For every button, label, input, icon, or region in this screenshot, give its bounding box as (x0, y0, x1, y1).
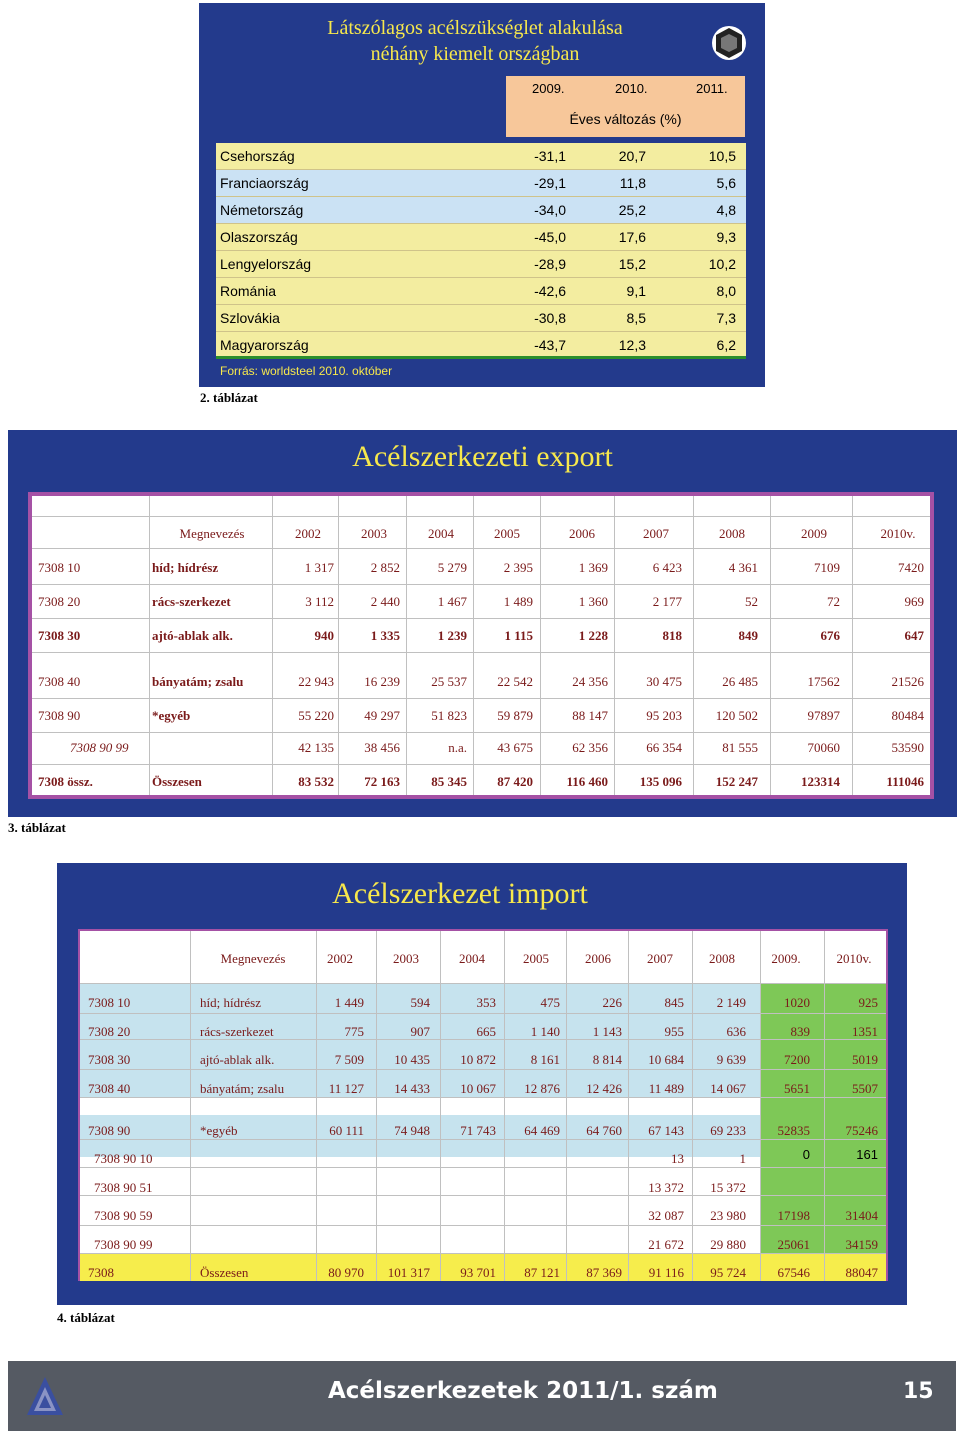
table4-value: 5651 (784, 1081, 810, 1096)
table4-code: 7308 90 99 (94, 1237, 153, 1252)
table3-col-divider (693, 496, 694, 795)
table4-value: 69 233 (710, 1123, 746, 1138)
table3-value: 72 (827, 594, 840, 609)
table3-code: 7308 20 (38, 594, 81, 609)
table4-value: 636 (726, 1024, 746, 1039)
table3-value: 43 675 (497, 740, 533, 755)
table3-value: 1 317 (304, 560, 334, 575)
table3-value: 116 460 (566, 774, 608, 789)
table3-row-divider (32, 516, 930, 517)
table4-value: 13 372 (648, 1180, 684, 1195)
table4-header-cell: 2005 (523, 951, 549, 966)
table3-value: 81 555 (722, 740, 758, 755)
table4-code: 7308 40 (88, 1081, 131, 1096)
table3-value: 3 112 (305, 594, 334, 609)
table3-value: 25 537 (431, 674, 467, 689)
table3-value: 52 (745, 594, 758, 609)
table4-value: 29 880 (710, 1237, 746, 1252)
table4-value: 845 (664, 995, 684, 1010)
table4-header-cell: 2009. (771, 951, 801, 966)
table4-value: 91 116 (648, 1265, 684, 1280)
table4-value: 8 161 (530, 1052, 560, 1067)
table3-value: 135 096 (639, 774, 682, 789)
table3-value: 17562 (807, 674, 840, 689)
change-value: -43,7 (534, 337, 566, 353)
table3-value: 87 420 (497, 774, 533, 789)
table3-caption: 3. táblázat (8, 820, 66, 835)
table3-value: 22 542 (497, 674, 533, 689)
table3-value: 38 456 (364, 740, 400, 755)
table4-header-cell: 2007 (647, 951, 673, 966)
table3-name: ajtó-ablak alk. (152, 628, 233, 643)
table2-title-line1: Látszólagos acélszükséglet alakulása (327, 17, 623, 39)
table4-value: 955 (664, 1024, 684, 1039)
table4-value: 1 143 (592, 1024, 622, 1039)
table4-row-divider (80, 1167, 886, 1168)
country-name: Franciaország (220, 175, 309, 191)
table2-row (216, 278, 746, 305)
change-value: 10,5 (708, 148, 736, 164)
table4-value: 67 143 (648, 1123, 684, 1138)
change-value: -31,1 (534, 148, 566, 164)
table3-value: 1 115 (504, 628, 533, 643)
change-value: 4,8 (716, 202, 736, 218)
table3-value: 83 532 (298, 774, 334, 789)
table4-header-cell: 2004 (459, 951, 485, 966)
table3-col-divider (540, 496, 541, 795)
table3-value: 53590 (891, 740, 924, 755)
table3-header-cell: 2002 (295, 526, 321, 541)
table4-value: 2 149 (716, 995, 746, 1010)
table4-value: 80 970 (328, 1265, 364, 1280)
table3-row-divider (32, 548, 930, 549)
table3-value: 85 345 (431, 774, 467, 789)
table3-value: 849 (738, 628, 758, 643)
table2-caption: 2. táblázat (200, 390, 258, 405)
table4-value: 31404 (845, 1208, 878, 1223)
change-value: 20,7 (618, 148, 646, 164)
table3-value: n.a. (448, 740, 467, 755)
table2-header (506, 76, 745, 137)
table4-code: 7308 90 51 (94, 1180, 153, 1195)
table4-row-divider (80, 1097, 886, 1098)
table4-value: 25061 (777, 1237, 810, 1252)
table3-value: 88 147 (572, 708, 608, 723)
table3-value: 1 228 (578, 628, 608, 643)
table3-header-cell: 2009 (801, 526, 827, 541)
table4-value: 10 872 (460, 1052, 496, 1067)
table3-value: 818 (662, 628, 682, 643)
country-name: Lengyelország (220, 256, 312, 272)
table4-value: 1351 (852, 1024, 878, 1039)
table3-row-divider (32, 764, 930, 765)
page-footer (8, 1361, 956, 1431)
table4-value: 34159 (845, 1237, 878, 1252)
table4-value: 15 372 (710, 1180, 746, 1195)
table3-code: 7308 40 (38, 674, 81, 689)
table4-row-divider (80, 1195, 886, 1196)
table3-col-divider (149, 496, 150, 795)
table4-row-divider (80, 1253, 886, 1254)
table3-value: 22 943 (298, 674, 334, 689)
table4-value: 0 (802, 1147, 810, 1162)
table3-code: 7308 90 99 (70, 740, 129, 755)
table4-code: 7308 90 59 (94, 1208, 153, 1223)
table3-value: 1 360 (578, 594, 608, 609)
table3-value: 7109 (814, 560, 840, 575)
table2-body (216, 143, 746, 359)
country-name: Csehország (220, 148, 295, 164)
table4-header-cell: 2008 (709, 951, 735, 966)
table4-value: 925 (858, 995, 878, 1010)
change-value: -42,6 (534, 283, 566, 299)
change-value: 7,3 (716, 310, 736, 326)
table4-value: 594 (410, 995, 430, 1010)
table3-value: 969 (904, 594, 924, 609)
table3-value: 2 395 (503, 560, 533, 575)
table3-value: 16 239 (364, 674, 400, 689)
change-value: 8,5 (626, 310, 646, 326)
table2-row (216, 170, 746, 197)
table4-value: 75246 (845, 1123, 878, 1138)
table2-panel (199, 3, 765, 387)
table4-value: 23 980 (710, 1208, 746, 1223)
table3-value: 70060 (807, 740, 840, 755)
table4-value: 8 814 (592, 1052, 622, 1067)
table3-value: 1 335 (370, 628, 400, 643)
table4-value: 5019 (852, 1052, 878, 1067)
table2-row (216, 305, 746, 332)
table3-col-divider (852, 496, 853, 795)
table3-name: híd; hídrész (152, 560, 219, 575)
table2-change-label: Éves változás (%) (569, 111, 682, 127)
table2-source: Forrás: worldsteel 2010. október (220, 364, 393, 378)
table4-value: 1 140 (530, 1024, 560, 1039)
table3-name: rács-szerkezet (152, 594, 231, 609)
table3-row-divider (32, 618, 930, 619)
table3-value: 676 (820, 628, 840, 643)
table4-value: 64 760 (586, 1123, 622, 1138)
table3-code: 7308 10 (38, 560, 81, 575)
table4-value: 88047 (845, 1265, 878, 1280)
table4-value: 7 509 (334, 1052, 364, 1067)
table3-value: 42 135 (298, 740, 334, 755)
table3-value: 26 485 (722, 674, 758, 689)
table2-year-2011: 2011. (696, 81, 728, 96)
table4-value: 226 (602, 995, 622, 1010)
table2-row (216, 332, 746, 359)
table3-row-divider (32, 652, 930, 653)
table4-value: 17198 (777, 1208, 810, 1223)
table4-grid (78, 929, 888, 1281)
table3-value: 6 423 (652, 560, 682, 575)
table4-value: 12 426 (586, 1081, 622, 1096)
table4-row-divider (80, 1069, 886, 1070)
table4-header-cell: 2006 (585, 951, 611, 966)
magazine-logo-icon (25, 1375, 65, 1417)
table4-header-cell: 2010v. (836, 951, 872, 966)
table3-value: 2 177 (652, 594, 682, 609)
table3-header-cell: 2008 (719, 526, 745, 541)
magazine-title: Acélszerkezetek 2011/1. szám (328, 1378, 718, 1404)
table3-col-divider (770, 496, 771, 795)
change-value: 5,6 (716, 175, 736, 191)
table3-header-cell: 2003 (361, 526, 387, 541)
change-value: 6,2 (716, 337, 736, 353)
change-value: -28,9 (534, 256, 566, 272)
table3-header-cell: 2007 (643, 526, 669, 541)
table4-value: 12 876 (524, 1081, 560, 1096)
table3-header-cell: Megnevezés (179, 526, 245, 541)
table3-header-cell: 2004 (428, 526, 454, 541)
table3-value: 72 163 (364, 774, 400, 789)
table4-header-cell: Megnevezés (220, 951, 286, 966)
table3-panel (8, 430, 957, 817)
table2-year-2010: 2010. (615, 81, 648, 96)
change-value: 25,2 (618, 202, 646, 218)
table3-value: 62 356 (572, 740, 608, 755)
table3-value: 152 247 (715, 774, 758, 789)
table4-value: 11 127 (328, 1081, 364, 1096)
table3-value: 66 354 (646, 740, 682, 755)
table4-code: 7308 90 10 (94, 1151, 153, 1166)
country-name: Magyarország (220, 337, 309, 353)
table3-value: 51 823 (431, 708, 467, 723)
table4-value: 13 (671, 1151, 684, 1166)
table4-value: 10 435 (394, 1052, 430, 1067)
table3-value: 120 502 (715, 708, 758, 723)
change-value: -34,0 (534, 202, 566, 218)
table4-code: 7308 20 (88, 1024, 131, 1039)
table4-value: 1 (739, 1151, 746, 1166)
table3-value: 95 203 (646, 708, 682, 723)
change-value: -29,1 (534, 175, 566, 191)
table2-row (216, 143, 746, 170)
country-name: Olaszország (220, 229, 298, 245)
table3-header-cell: 2005 (494, 526, 520, 541)
table3-col-divider (614, 496, 615, 795)
table4-value: 87 121 (524, 1265, 560, 1280)
table2-year-2009: 2009. (532, 81, 565, 96)
table4-name: Összesen (200, 1265, 249, 1280)
table3-value: 59 879 (497, 708, 533, 723)
table4-name: bányatám; zsalu (200, 1081, 285, 1096)
table4-name: rács-szerkezet (200, 1024, 274, 1039)
table4-value: 60 111 (329, 1123, 364, 1138)
table3-row-divider (32, 584, 930, 585)
table3-value: 21526 (891, 674, 924, 689)
table4-value: 74 948 (394, 1123, 430, 1138)
table4-code: 7308 90 (88, 1123, 131, 1138)
change-value: 9,1 (626, 283, 646, 299)
table4-value: 52835 (777, 1123, 810, 1138)
table4-value: 1020 (784, 995, 810, 1010)
table4-name: *egyéb (200, 1123, 238, 1138)
table4-value: 1 449 (334, 995, 364, 1010)
table4-value: 475 (540, 995, 560, 1010)
table3-value: 940 (314, 628, 334, 643)
table3-name: *egyéb (152, 708, 191, 723)
table4-panel (57, 863, 907, 1305)
change-value: 17,6 (618, 229, 646, 245)
table4-value: 67546 (777, 1265, 810, 1280)
table4-row-divider (80, 1139, 886, 1140)
table4-name: híd; hídrész (200, 995, 262, 1010)
table2-row (216, 251, 746, 278)
table4-header-cell: 2003 (393, 951, 419, 966)
change-value: -30,8 (534, 310, 566, 326)
table4-value: 161 (856, 1147, 878, 1162)
table4-value: 839 (790, 1024, 810, 1039)
change-value: 15,2 (618, 256, 646, 272)
table4-name: ajtó-ablak alk. (200, 1052, 275, 1067)
table3-value: 1 369 (578, 560, 608, 575)
change-value: 12,3 (618, 337, 646, 353)
table3-value: 1 467 (437, 594, 467, 609)
table3-value: 80484 (891, 708, 924, 723)
table4-row-divider (80, 1225, 886, 1226)
table4-value: 64 469 (524, 1123, 560, 1138)
table3-value: 97897 (807, 708, 840, 723)
table4-value: 5507 (852, 1081, 878, 1096)
table4-row-divider (80, 983, 886, 984)
table3-header-cell: 2010v. (880, 526, 916, 541)
table4-value: 775 (344, 1024, 364, 1039)
table4-header-cell: 2002 (327, 951, 353, 966)
table3-value: 1 239 (437, 628, 467, 643)
change-value: -45,0 (534, 229, 566, 245)
table3-row-divider (32, 732, 930, 733)
table3-value: 123314 (801, 774, 840, 789)
table2-title-line2: néhány kiemelt országban (370, 43, 580, 65)
table3-value: 2 852 (370, 560, 400, 575)
table4-value: 95 724 (710, 1265, 746, 1280)
table3-value: 4 361 (728, 560, 758, 575)
table3-code: 7308 90 (38, 708, 81, 723)
page-number: 15 (903, 1379, 934, 1404)
table2-title (199, 15, 751, 67)
table3-value: 1 489 (503, 594, 533, 609)
table3-code: 7308 össz. (38, 774, 93, 789)
table4-value: 11 489 (648, 1081, 684, 1096)
table3-grid (28, 492, 934, 799)
table3-value: 55 220 (298, 708, 334, 723)
table4-value: 14 433 (394, 1081, 430, 1096)
country-name: Németország (220, 202, 304, 218)
table4-value: 14 067 (710, 1081, 746, 1096)
table4-caption: 4. táblázat (57, 1310, 115, 1325)
table4-value: 71 743 (460, 1123, 496, 1138)
table3-value: 49 297 (364, 708, 400, 723)
table4-value: 10 684 (648, 1052, 684, 1067)
change-value: 11,8 (619, 175, 646, 191)
table4-row-divider (80, 1013, 886, 1014)
table4-code: 7308 (88, 1265, 114, 1280)
table4-value: 87 369 (586, 1265, 622, 1280)
table4-code: 7308 30 (88, 1052, 131, 1067)
change-value: 9,3 (716, 229, 736, 245)
table3-name: bányatám; zsalu (152, 674, 244, 689)
table3-value: 2 440 (370, 594, 400, 609)
table4-value: 32 087 (648, 1208, 684, 1223)
table2-row (216, 224, 746, 251)
country-name: Szlovákia (220, 310, 280, 326)
table4-value: 353 (476, 995, 496, 1010)
table4-value: 9 639 (716, 1052, 746, 1067)
table3-value: 30 475 (646, 674, 682, 689)
table3-value: 5 279 (437, 560, 467, 575)
table3-name: Összesen (152, 774, 202, 789)
table4-title: Acélszerkezet import (332, 877, 588, 910)
table3-value: 647 (904, 628, 924, 643)
change-value: 8,0 (716, 283, 736, 299)
table2-row (216, 197, 746, 224)
table3-title: Acélszerkezeti export (352, 440, 613, 473)
worldsteel-logo-icon (711, 25, 747, 61)
table3-header-cell: 2006 (569, 526, 595, 541)
table3-row-divider (32, 698, 930, 699)
table4-value: 21 672 (648, 1237, 684, 1252)
table4-value: 665 (476, 1024, 496, 1039)
table4-value: 101 317 (387, 1265, 430, 1280)
table3-value: 24 356 (572, 674, 608, 689)
change-value: 10,2 (708, 256, 736, 272)
table4-code: 7308 10 (88, 995, 131, 1010)
table4-value: 93 701 (460, 1265, 496, 1280)
table3-value: 7420 (898, 560, 924, 575)
table4-value: 7200 (784, 1052, 810, 1067)
table4-value: 907 (410, 1024, 430, 1039)
country-name: Románia (220, 283, 277, 299)
table3-code: 7308 30 (38, 628, 81, 643)
table3-value: 111046 (886, 774, 924, 789)
table4-value: 10 067 (460, 1081, 496, 1096)
